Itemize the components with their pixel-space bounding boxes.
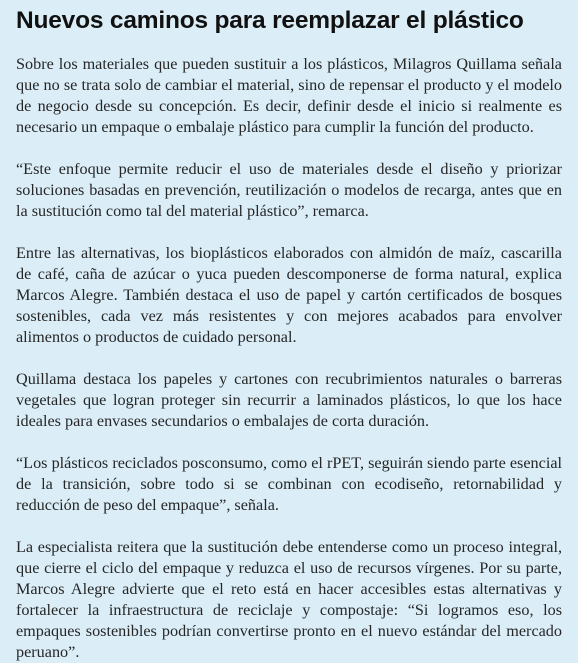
paragraph-5: “Los plásticos reciclados posconsumo, como el rPET, seguirán siendo parte esencial de la transición, sobre todo si se combinan con ecodiseño, retornabilidad y reducción de peso del empaque”, señala. (16, 454, 562, 514)
paragraph-6: La especialista reitera que la sustitución debe entenderse como un proceso integral, que cierre el ciclo del empaque y reduzca el uso de recursos vírgenes. Por su parte, Marcos Alegre advierte que el reto está en hacer accesibles estas alternativas y fortalecer la infraestructura de reciclaje y compostaje: “Si logramos eso, los empaques sostenibles podrían convertirse pronto en el nuevo estándar del mercado peruano”. (16, 538, 562, 661)
article-body (16, 54, 562, 663)
paragraph-2: “Este enfoque permite reducir el uso de materiales desde el diseño y priorizar soluciones basadas en prevención, reutilización o modelos de recarga, antes que en la sustitución como tal del material plástico”, remarca. (16, 160, 562, 220)
paragraph-3: Entre las alternativas, los bioplásticos elaborados con almidón de maíz, cascarilla de café, caña de azúcar o yuca pueden descomponerse de forma natural, explica Marcos Alegre. También destaca el uso de papel y cartón certificados de bosques sostenibles, cada vez más resistentes y con mejores acabados para envolver alimentos o productos de cuidado personal. (16, 244, 562, 346)
paragraph-4: Quillama destaca los papeles y cartones con recubrimientos naturales o barreras vegetales que logran proteger sin recurrir a laminados plásticos, lo que los hace ideales para envases secundarios o embalajes de corta duración. (16, 370, 562, 430)
paragraph-1: Sobre los materiales que pueden sustituir a los plásticos, Milagros Quillama señala que no se trata solo de cambiar el material, sino de repensar el producto y el modelo de negocio desde su concepción. Es decir, definir desde el inicio si realmente es necesario un empaque o embalaje plástico para cumplir la función del producto. (16, 55, 562, 136)
article-title: Nuevos caminos para reemplazar el plástico (16, 7, 524, 34)
